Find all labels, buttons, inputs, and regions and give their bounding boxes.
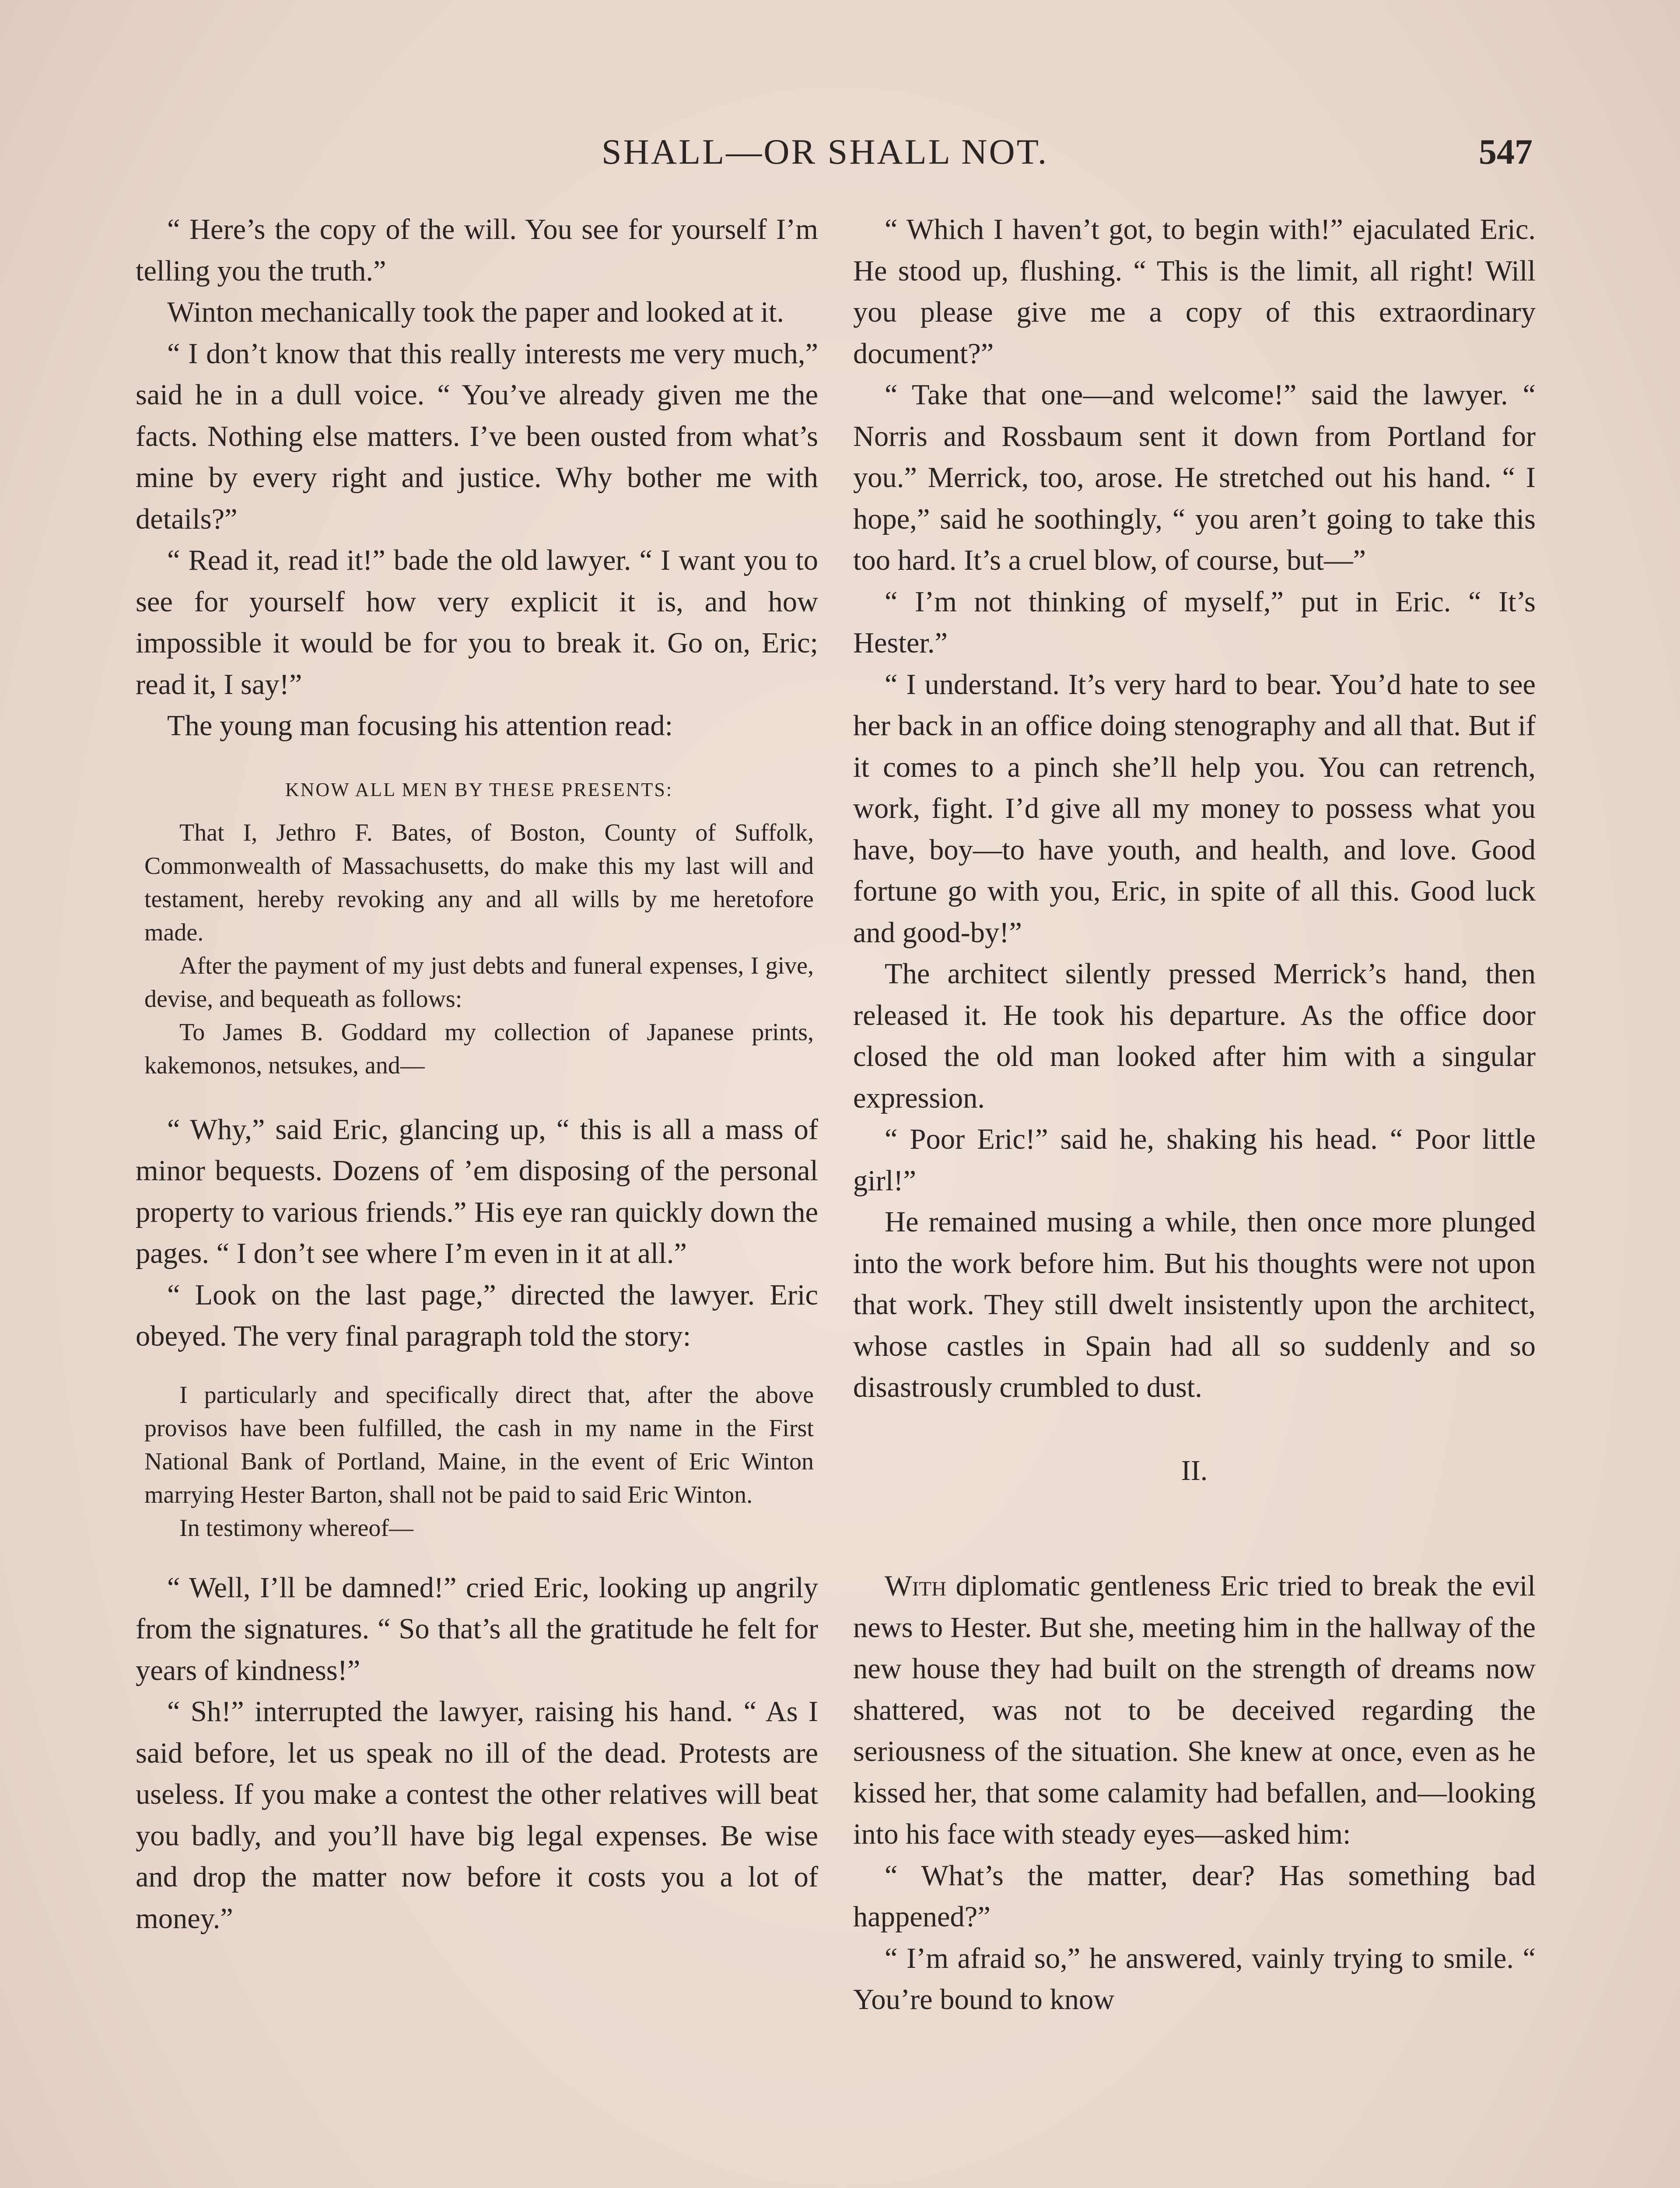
will-paragraph: That I, Jethro F. Bates, of Boston, County of Suffolk, Commonwealth of Massachusetts, do make this my last will and testament, hereby revoking any and all wills by me heretofore made. xyxy=(144,819,814,946)
paragraph: “ I’m afraid so,” he answered, vainly trying to smile. “ You’re bound to know xyxy=(853,1942,1536,2016)
paragraph-text: diplomatic gentleness Eric tried to break the evil news to Hester. But she, meeting him in the hallway of the new house they had built on the strength of dreams now shattered, was not to be deceived regarding the seriousness of the situation. She knew at once, even as he kissed her, that some calamity had befallen, and—looking into his face with steady eyes—asked him: xyxy=(853,1570,1536,1850)
clause-paragraph: In testimony whereof— xyxy=(179,1514,413,1542)
paragraph xyxy=(853,1566,1536,1855)
will-excerpt xyxy=(136,773,818,1082)
left-column xyxy=(136,209,818,2188)
section-heading: II. xyxy=(1181,1454,1208,1487)
paragraph: He remained musing a while, then once more plunged into the work before him. But his thoughts were not upon that work. They still dwelt insistently upon the architect, whose castles in Spain had all so suddenly and so disastrously crumbled to dust. xyxy=(853,1206,1536,1403)
paragraph: “ I’m not thinking of myself,” put in Eric. “ It’s Hester.” xyxy=(853,586,1536,659)
paragraph: “ What’s the matter, dear? Has something bad happened?” xyxy=(853,1859,1536,1933)
paragraph: “ Poor Eric!” said he, shaking his head. “ Poor little girl!” xyxy=(853,1123,1536,1197)
paragraph: The architect silently pressed Merrick’s hand, then released it. He took his departure. As the office door closed the old man looked after him with a singular expression. xyxy=(853,958,1536,1114)
paragraph: “ Which I haven’t got, to begin with!” ejaculated Eric. He stood up, flushing. “ This is the limit, all right! Will you please give me a copy of this extraordinary document?” xyxy=(853,214,1536,370)
paragraph: “ Here’s the copy of the will. You see for yourself I’m telling you the truth.” xyxy=(136,214,818,287)
right-column xyxy=(853,209,1536,2188)
paragraph: “ I don’t know that this really interests me very much,” said he in a dull voice. “ You’ve already given me the facts. Nothing else matters. I’ve been ousted from what’s mine by every right and justice. Why bother me with details?” xyxy=(136,337,818,535)
page-number: 547 xyxy=(1479,132,1533,172)
clause-paragraph: I particularly and specifically direct that, after the above provisos have been fulfilled, the cash in my name in the First National Bank of Portland, Maine, in the event of Eric Winton marrying Hester Barton, shall not be paid to said Eric Winton. xyxy=(144,1381,814,1508)
paragraph: “ Look on the last page,” directed the lawyer. Eric obeyed. The very final paragraph told the story: xyxy=(136,1279,818,1352)
paragraph: “ Why,” said Eric, glancing up, “ this is all a mass of minor bequests. Dozens of ’em disposing of the personal property to various friends.” His eye ran quickly down the pages. “ I don’t see where I’m even in it at all.” xyxy=(136,1113,818,1269)
running-title: SHALL—OR SHALL NOT. xyxy=(602,132,1049,172)
lead-word: With xyxy=(885,1570,947,1602)
paragraph: The young man focusing his attention read: xyxy=(167,710,673,742)
will-paragraph: After the payment of my just debts and funeral expenses, I give, devise, and bequeath as follows: xyxy=(144,952,814,1013)
will-clause xyxy=(136,1378,818,1545)
paragraph: “ I understand. It’s very hard to bear. You’d hate to see her back in an office doing stenography and all that. But if it comes to a pinch she’ll help you. You can retrench, work, fight. I’d give all my money to possess what you have, boy—to have youth, and health, and love. Good fortune go with you, Eric, in spite of all this. Good luck and good-by!” xyxy=(853,668,1536,949)
paragraph: Winton mechanically took the paper and looked at it. xyxy=(167,296,784,328)
paragraph: “ Take that one—and welcome!” said the lawyer. “ Norris and Rossbaum sent it down from Portland for you.” Merrick, too, arose. He stretched out his hand. “ I hope,” said he soothingly, “ you aren’t going to take this too hard. It’s a cruel blow, of course, but—” xyxy=(853,379,1536,576)
will-paragraph: To James B. Goddard my collection of Japanese prints, kakemonos, netsukes, and— xyxy=(144,1018,814,1079)
page-header xyxy=(0,131,1680,179)
paragraph: “ Read it, read it!” bade the old lawyer. “ I want you to see for yourself how very explicit it is, and how impossible it would be for you to break it. Go on, Eric; read it, I say!” xyxy=(136,544,818,701)
paragraph: “ Sh!” interrupted the lawyer, raising his hand. “ As I said before, let us speak no ill of the dead. Protests are useless. If you make a contest the other relatives will beat you badly, and you’ll have big legal expenses. Be wise and drop the matter now before it costs you a lot of money.” xyxy=(136,1696,818,1935)
will-heading: KNOW ALL MEN BY THESE PRESENTS: xyxy=(285,778,673,800)
paragraph: “ Well, I’ll be damned!” cried Eric, looking up angrily from the signatures. “ So that’s all the gratitude he felt for years of kindness!” xyxy=(136,1571,818,1687)
